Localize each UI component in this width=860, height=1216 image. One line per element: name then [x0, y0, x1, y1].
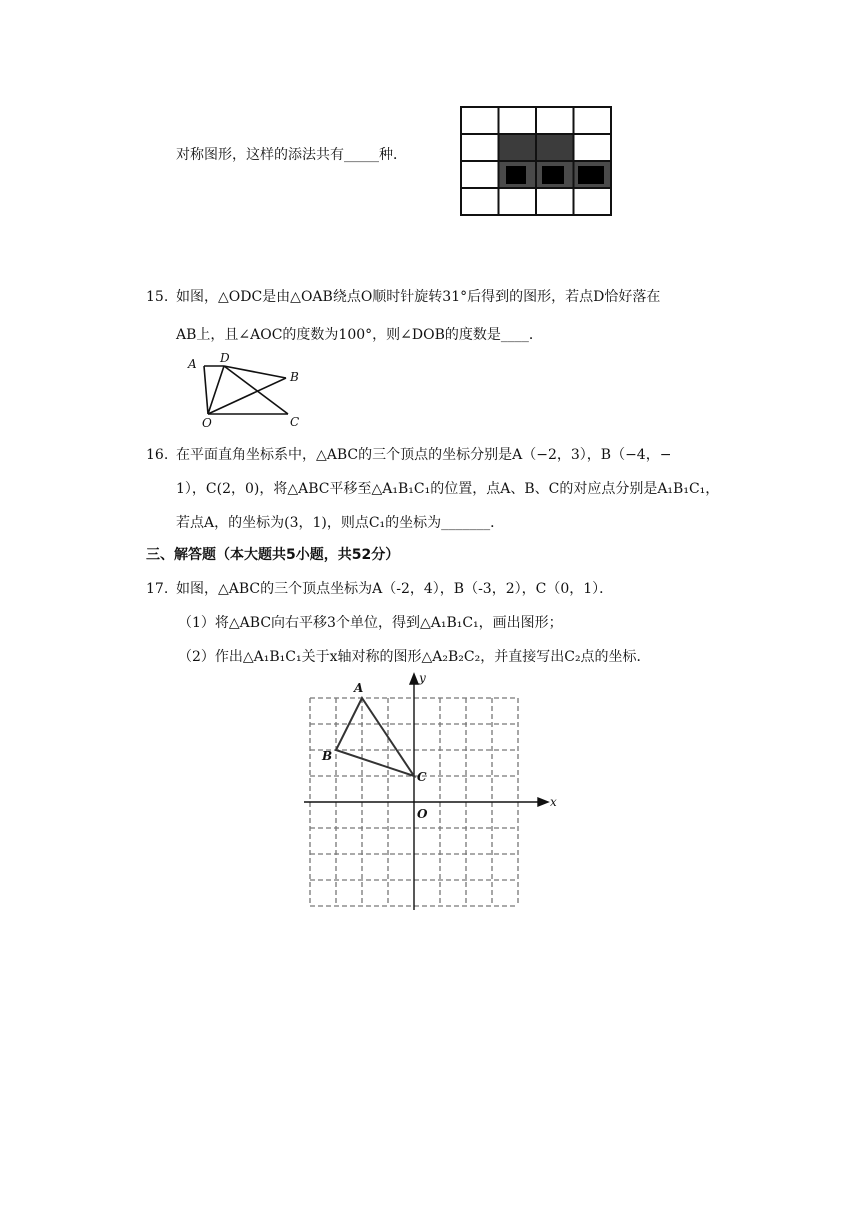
- y-axis-arrow-icon: [410, 674, 418, 684]
- q14-text: 对称图形，这样的添法共有_____种．: [176, 147, 407, 163]
- q16-line-3: 若点A，的坐标为(3，1)，则点C₁的坐标为_______．: [176, 515, 505, 531]
- q14-grid-figure: [460, 106, 612, 218]
- q15-rotation-figure: [180, 352, 310, 432]
- q17-label-a: A: [354, 681, 364, 695]
- q16-number: 16.: [146, 447, 169, 463]
- q15-label-b: B: [290, 370, 299, 384]
- q17-y-axis-label: y: [419, 671, 426, 685]
- q17-label-b: B: [322, 749, 333, 763]
- q17-part-2: （2）作出△A₁B₁C₁关于x轴对称的图形△A₂B₂C₂，并直接写出C₂点的坐标．: [178, 649, 651, 665]
- q15-line-1: 如图，△ODC是由△OAB绕点O顺时针旋转31°后得到的图形，若点D恰好落在: [176, 289, 661, 305]
- x-axis-arrow-icon: [538, 798, 548, 806]
- q15-label-a: A: [188, 357, 197, 371]
- q17-number: 17.: [146, 581, 169, 597]
- q17-triangle-abc: [336, 698, 414, 776]
- q17-coordinate-grid: [300, 672, 560, 912]
- q16-line-2: 1），C(2，0)，将△ABC平移至△A₁B₁C₁的位置，点A、B、C的对应点分别是A₁B₁C₁，: [176, 481, 720, 497]
- q17-x-axis-label: x: [550, 795, 557, 809]
- q17-part-1: （1）将△ABC向右平移3个单位，得到△A₁B₁C₁，画出图形；: [178, 615, 563, 631]
- q17-label-c: C: [417, 770, 427, 784]
- q16-line-1: 在平面直角坐标系中，△ABC的三个顶点的坐标分别是A（−2，3），B（−4，−: [176, 447, 672, 463]
- q15-label-o: O: [202, 416, 212, 430]
- q15-label-d: D: [220, 351, 230, 365]
- q15-number: 15.: [146, 289, 169, 305]
- q15-line-2: AB上，且∠AOC的度数为100°，则∠DOB的度数是____．: [176, 327, 543, 343]
- q15-label-c: C: [290, 415, 300, 429]
- section-3-heading: 三、解答题（本大题共5小题，共52分）: [146, 547, 400, 563]
- q17-origin-label: O: [417, 807, 428, 821]
- q17-line-1: 如图，△ABC的三个顶点坐标为A（-2，4），B（-3，2），C（0，1）．: [176, 581, 614, 597]
